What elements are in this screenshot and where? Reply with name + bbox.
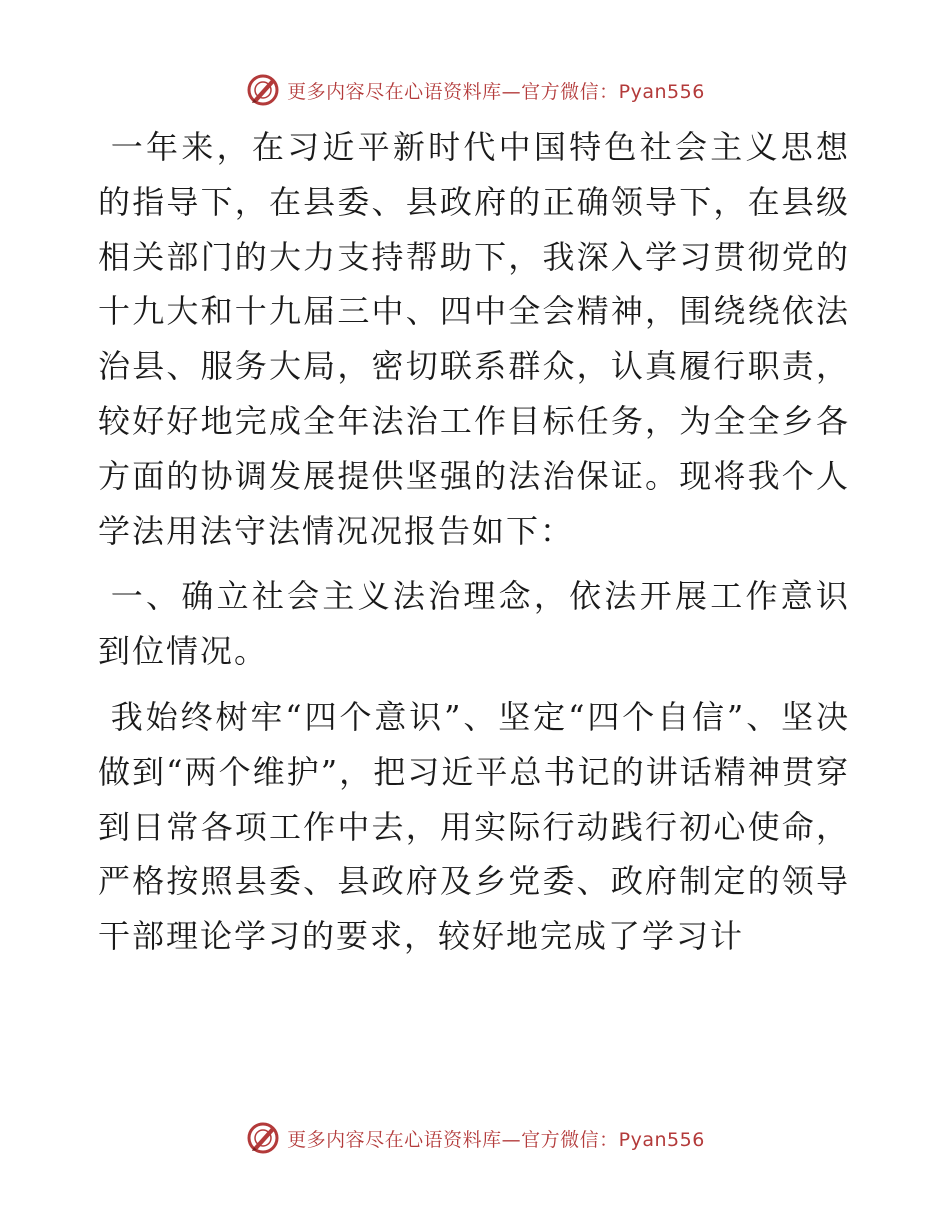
paragraph-intro: 一年来，在习近平新时代中国特色社会主义思想的指导下，在县委、县政府的正确领导下，在县级相关部门的大力支持帮助下，我深入学习贯彻党的十九大和十九届三中、四中全会精神，围绕绕依法治县、服务大局，密切联系群众，认真履行职责，较好好地完成全年法治工作目标任务，为全全乡各方面的协调发展提供坚强的法治保证。现将我个人学法用法守法情况况报告如下： bbox=[98, 128, 850, 550]
pen-logo-icon bbox=[245, 72, 281, 108]
document-body bbox=[98, 120, 850, 964]
pen-logo-icon bbox=[245, 1120, 281, 1156]
watermark-text: 更多内容尽在心语资料库—官方微信：Pyan556 bbox=[287, 80, 705, 103]
paragraph-body: 我始终树牢“四个意识”、坚定“四个自信”、坚决做到“两个维护”，把习近平总书记的讲话精神贯穿到日常各项工作中去，用实际行动践行初心使命，严格按照县委、县政府及乡党委、政府制定的领导干部理论学习的要求，较好地完成了学习计 bbox=[98, 697, 850, 956]
watermark-text: 更多内容尽在心语资料库—官方微信：Pyan556 bbox=[287, 1128, 705, 1151]
footer-watermark bbox=[0, 1118, 950, 1158]
section-heading: 一、确立社会主义法治理念，依法开展工作意识到位情况。 bbox=[98, 577, 850, 671]
header-watermark bbox=[0, 70, 950, 110]
